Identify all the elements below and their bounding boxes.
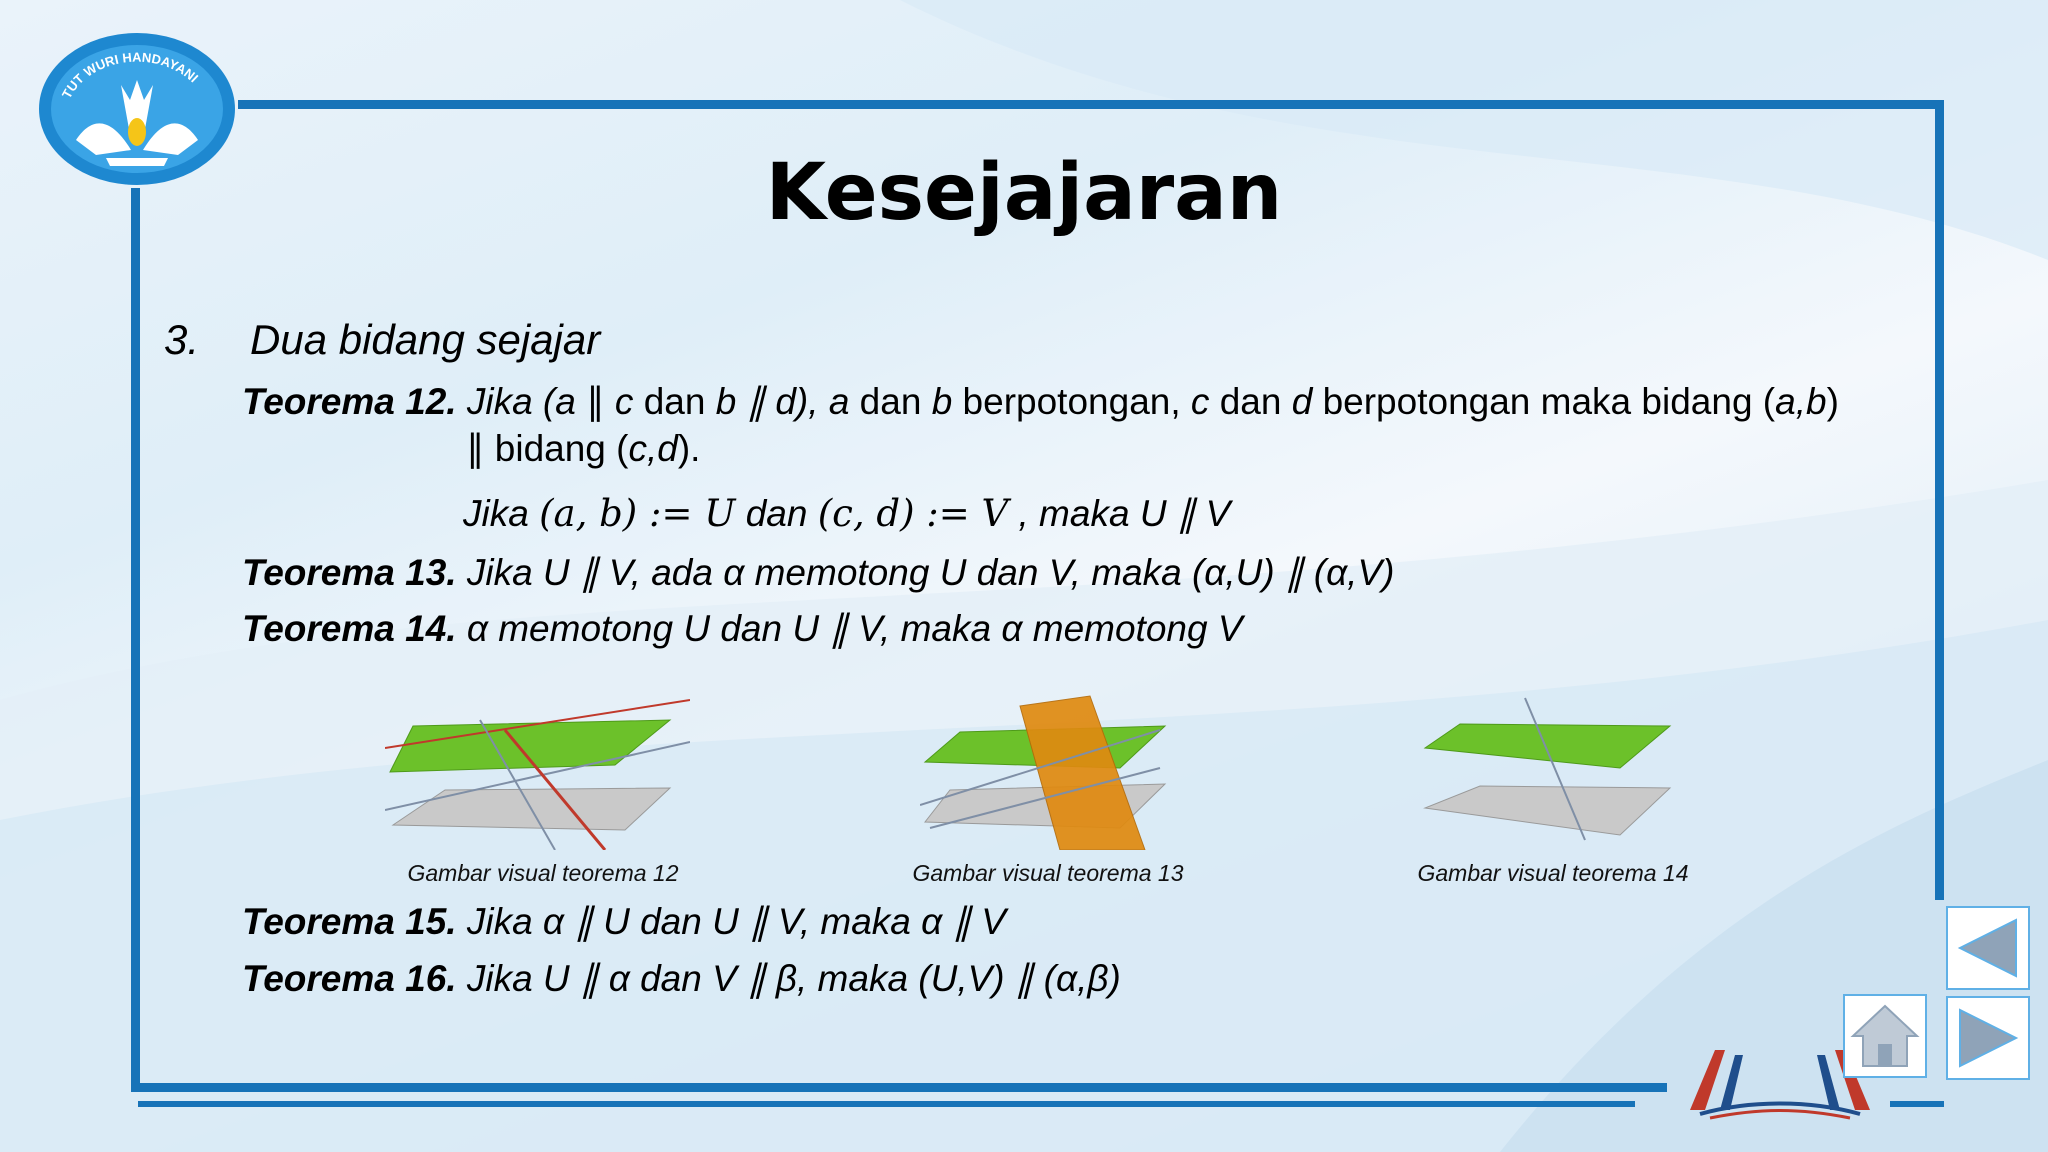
frame-left-border [131,188,140,1092]
teorema-12-line1: Teorema 12. Jika (a ∥ c dan b ∥ d), a dan b berpotongan, c dan d berpotongan maka bidang (a,b) [242,381,1839,422]
logo-text: TUT WURI HANDAYANI [58,49,202,101]
triangle-right-icon [1948,998,2028,1078]
frame-bottom-border [131,1083,1667,1092]
teorema-13: Teorema 13. Jika U ∥ V, ada α memotong U dan V, maka (α,U) ∥ (α,V) [242,552,1395,593]
teorema-12-line2: ∥ bidang (c,d). [466,428,701,469]
caption-teorema-14: Gambar visual teorema 14 [1417,860,1689,886]
frame-top-border [238,100,1944,109]
home-icon [1845,996,1925,1076]
frame-bottom-line [138,1101,1635,1107]
frame-bottom-line-right [1890,1101,1944,1107]
teorema-16: Teorema 16. Jika U ∥ α dan V ∥ β, maka (U,V) ∥ (α,β) [242,958,1121,999]
triangle-left-icon [1948,908,2028,988]
teorema-12-formula: Jika (a, b) := U dan (c, d) := V , maka U ∥ V [463,492,1231,535]
caption-teorema-13: Gambar visual teorema 13 [912,860,1184,886]
figure-teorema-12 [385,690,690,850]
section-number: 3. [164,316,200,363]
caption-teorema-12: Gambar visual teorema 12 [407,860,679,886]
next-button[interactable] [1946,996,2030,1080]
figure-teorema-13 [920,690,1170,850]
teorema-14: Teorema 14. α memotong U dan U ∥ V, maka α memotong V [242,608,1243,649]
teorema-15: Teorema 15. Jika α ∥ U dan U ∥ V, maka α ∥ V [242,901,1006,942]
previous-button[interactable] [1946,906,2030,990]
section-heading: Dua bidang sejajar [250,316,601,363]
home-button[interactable] [1843,994,1927,1078]
page-title: Kesejajaran [765,148,1283,238]
figure-teorema-14 [1420,690,1680,850]
